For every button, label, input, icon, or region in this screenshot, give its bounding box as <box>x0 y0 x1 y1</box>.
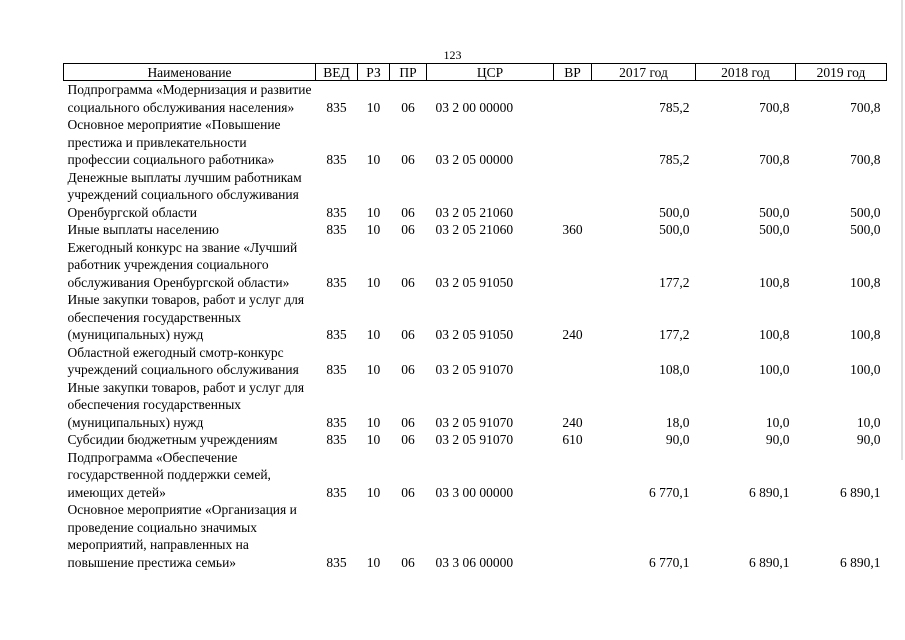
row-rz: 10 <box>366 204 381 220</box>
row-2018: 90,0 <box>765 432 790 447</box>
row-name: Основное мероприятие «Организация и проведение социально значимых мероприятий, направленных на повышение престижа семьи» <box>67 502 297 570</box>
table-row <box>64 239 887 292</box>
header-vr: ВР <box>554 64 592 81</box>
row-vr: 610 <box>562 432 583 447</box>
row-name: Подпрограмма «Модернизация и развитие социального обслуживания населения» <box>67 82 312 115</box>
row-2017: 785,2 <box>659 99 690 115</box>
row-2019: 6 890,1 <box>840 484 881 500</box>
row-ved: 835 <box>326 222 347 237</box>
row-vr: 240 <box>562 414 583 430</box>
row-2019: 90,0 <box>856 432 881 447</box>
header-2018: 2018 год <box>696 64 796 81</box>
row-2019: 100,8 <box>850 327 881 342</box>
row-csr: 03 2 05 91050 <box>435 327 514 342</box>
row-pr: 06 <box>401 152 415 167</box>
row-name: Иные закупки товаров, работ и услуг для обеспечения государственных (муниципальных) нужд <box>67 292 305 342</box>
row-rz: 10 <box>366 222 381 237</box>
table-row <box>64 116 887 169</box>
row-2018: 6 890,1 <box>749 484 790 500</box>
row-csr: 03 2 05 91070 <box>435 414 514 430</box>
row-name: Субсидии бюджетным учреждениям <box>67 432 278 447</box>
row-2017: 177,2 <box>659 327 690 342</box>
row-vr <box>554 344 592 379</box>
row-2018: 6 890,1 <box>749 554 790 570</box>
row-csr: 03 2 05 21060 <box>435 204 514 220</box>
row-2017: 177,2 <box>659 274 690 290</box>
page-number: 123 <box>443 48 462 62</box>
row-2018: 700,8 <box>759 152 790 167</box>
row-rz: 10 <box>366 484 381 500</box>
row-2019: 6 890,1 <box>840 554 881 570</box>
row-csr: 03 3 00 00000 <box>435 484 514 500</box>
row-2019: 10,0 <box>856 414 881 430</box>
row-name: Денежные выплаты лучшим работникам учреждений социального обслуживания Оренбургской области <box>67 169 302 220</box>
header-ved: ВЕД <box>316 64 358 81</box>
row-name: Ежегодный конкурс на звание «Лучший работник учреждения социального обслуживания Оренбургской области» <box>67 239 298 290</box>
row-pr: 06 <box>401 484 415 500</box>
header-2019: 2019 год <box>796 64 887 81</box>
row-name: Областной ежегодный смотр-конкурс учреждений социального обслуживания <box>67 344 299 377</box>
row-2018: 100,0 <box>759 362 790 377</box>
row-ved: 835 <box>326 414 347 430</box>
row-vr: 360 <box>562 222 583 237</box>
row-vr <box>554 81 592 117</box>
row-ved: 835 <box>326 204 347 220</box>
row-csr: 03 2 05 00000 <box>435 152 514 167</box>
row-vr <box>554 116 592 169</box>
table-row <box>64 291 887 344</box>
row-ved: 835 <box>326 554 347 570</box>
row-2019: 100,0 <box>850 362 881 377</box>
row-csr: 03 3 06 00000 <box>435 554 514 570</box>
budget-table <box>63 63 887 571</box>
row-pr: 06 <box>401 362 415 377</box>
row-2017: 6 770,1 <box>649 484 690 500</box>
table-row <box>64 81 887 117</box>
row-name: Иные выплаты населению <box>67 222 219 237</box>
row-pr: 06 <box>401 432 415 447</box>
table-row <box>64 501 887 571</box>
header-rz: РЗ <box>358 64 390 81</box>
row-rz: 10 <box>366 432 381 447</box>
header-name: Наименование <box>64 64 316 81</box>
row-csr: 03 2 00 00000 <box>435 99 514 115</box>
row-vr: 240 <box>562 327 583 342</box>
row-2017: 785,2 <box>659 152 690 167</box>
row-2018: 700,8 <box>759 99 790 115</box>
header-2017: 2017 год <box>592 64 696 81</box>
row-2017: 90,0 <box>665 432 690 447</box>
row-2017: 500,0 <box>659 204 690 220</box>
row-2017: 108,0 <box>659 362 690 377</box>
row-csr: 03 2 05 91050 <box>435 274 514 290</box>
row-2018: 500,0 <box>759 222 790 237</box>
row-pr: 06 <box>401 554 415 570</box>
row-rz: 10 <box>366 99 381 115</box>
row-pr: 06 <box>401 414 415 430</box>
table-row <box>64 169 887 222</box>
row-pr: 06 <box>401 99 415 115</box>
row-pr: 06 <box>401 274 415 290</box>
row-ved: 835 <box>326 327 347 342</box>
table-header-row <box>64 64 887 81</box>
row-2019: 700,8 <box>850 99 881 115</box>
row-2019: 700,8 <box>850 152 881 167</box>
row-vr <box>554 501 592 571</box>
row-vr <box>554 239 592 292</box>
row-rz: 10 <box>366 327 381 342</box>
row-pr: 06 <box>401 327 415 342</box>
row-2019: 500,0 <box>850 222 881 237</box>
table-row <box>64 344 887 379</box>
row-csr: 03 2 05 91070 <box>435 432 514 447</box>
row-vr <box>554 169 592 222</box>
table-row <box>64 221 887 239</box>
row-2018: 100,8 <box>759 327 790 342</box>
table-row <box>64 379 887 432</box>
table-row <box>64 449 887 502</box>
table-row <box>64 431 887 449</box>
row-2018: 500,0 <box>759 204 790 220</box>
row-2019: 500,0 <box>850 204 881 220</box>
row-2017: 18,0 <box>665 414 690 430</box>
row-rz: 10 <box>366 362 381 377</box>
row-csr: 03 2 05 91070 <box>435 362 514 377</box>
row-2018: 10,0 <box>765 414 790 430</box>
row-ved: 835 <box>326 432 347 447</box>
row-rz: 10 <box>366 274 381 290</box>
header-csr: ЦСР <box>427 64 554 81</box>
row-rz: 10 <box>366 414 381 430</box>
row-ved: 835 <box>326 362 347 377</box>
row-2017: 6 770,1 <box>649 554 690 570</box>
row-name: Подпрограмма «Обеспечение государственной поддержки семей, имеющих детей» <box>67 449 271 500</box>
row-ved: 835 <box>326 484 347 500</box>
row-vr <box>554 449 592 502</box>
row-name: Иные закупки товаров, работ и услуг для обеспечения государственных (муниципальных) нужд <box>67 379 305 430</box>
row-rz: 10 <box>366 554 381 570</box>
row-2019: 100,8 <box>850 274 881 290</box>
row-csr: 03 2 05 21060 <box>435 222 514 237</box>
row-ved: 835 <box>326 152 347 167</box>
scan-edge-divider <box>901 0 903 460</box>
row-rz: 10 <box>366 152 381 167</box>
header-pr: ПР <box>390 64 427 81</box>
row-pr: 06 <box>401 222 415 237</box>
row-2017: 500,0 <box>659 222 690 237</box>
row-2018: 100,8 <box>759 274 790 290</box>
row-name: Основное мероприятие «Повышение престижа и привлекательности профессии социального работника» <box>67 117 281 167</box>
row-ved: 835 <box>326 99 347 115</box>
row-ved: 835 <box>326 274 347 290</box>
row-pr: 06 <box>401 204 415 220</box>
